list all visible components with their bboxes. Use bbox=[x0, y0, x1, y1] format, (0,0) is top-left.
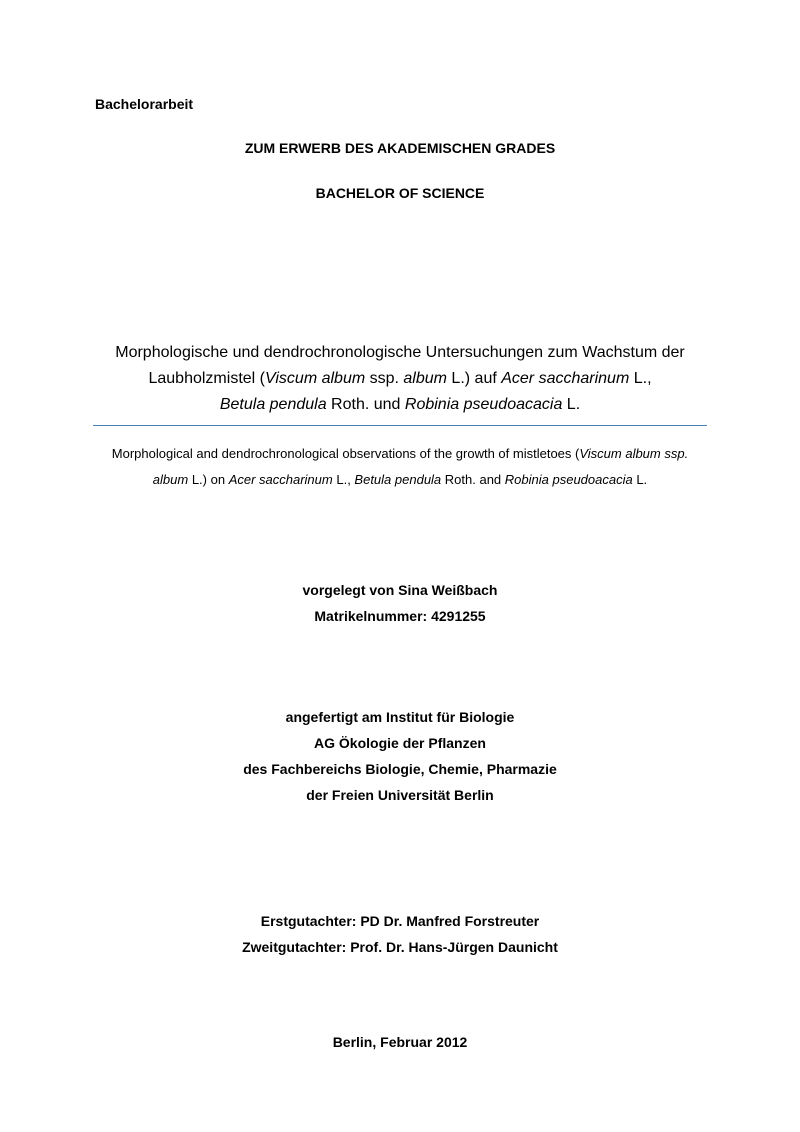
english-title-line-2: album L.) on Acer saccharinum L., Betula pendula Roth. and Robinia pseudoacacia L. bbox=[152, 472, 648, 487]
place-and-date: Berlin, Februar 2012 bbox=[332, 1034, 468, 1050]
degree-line-2: BACHELOR OF SCIENCE bbox=[315, 185, 485, 201]
german-title-line-1: Morphologische und dendrochronologische Untersuchungen zum Wachstum der bbox=[115, 344, 685, 361]
german-title-line-2: Laubholzmistel (Viscum album ssp. album L.) auf Acer saccharinum L., bbox=[148, 370, 652, 387]
institute-line-1: angefertigt am Institut für Biologie bbox=[285, 709, 515, 725]
title-divider bbox=[93, 425, 707, 426]
english-title-line-1: Morphological and dendrochronological observations of the growth of mistletoes (Viscum album ssp. bbox=[111, 446, 689, 461]
matriculation-number: Matrikelnummer: 4291255 bbox=[314, 608, 486, 624]
author-line: vorgelegt von Sina Weißbach bbox=[302, 582, 498, 598]
document-type-label: Bachelorarbeit bbox=[95, 96, 194, 112]
institute-line-3: des Fachbereichs Biologie, Chemie, Pharmazie bbox=[243, 761, 557, 777]
second-reviewer: Zweitgutachter: Prof. Dr. Hans-Jürgen Daunicht bbox=[242, 939, 558, 955]
institute-line-2: AG Ökologie der Pflanzen bbox=[314, 735, 486, 751]
degree-line-1: ZUM ERWERB DES AKADEMISCHEN GRADES bbox=[244, 140, 556, 156]
institute-line-4: der Freien Universität Berlin bbox=[306, 787, 494, 803]
first-reviewer: Erstgutachter: PD Dr. Manfred Forstreuter bbox=[260, 913, 540, 929]
german-title-line-3: Betula pendula Roth. und Robinia pseudoacacia L. bbox=[219, 396, 581, 413]
english-title bbox=[0, 441, 800, 493]
german-title bbox=[0, 340, 800, 418]
